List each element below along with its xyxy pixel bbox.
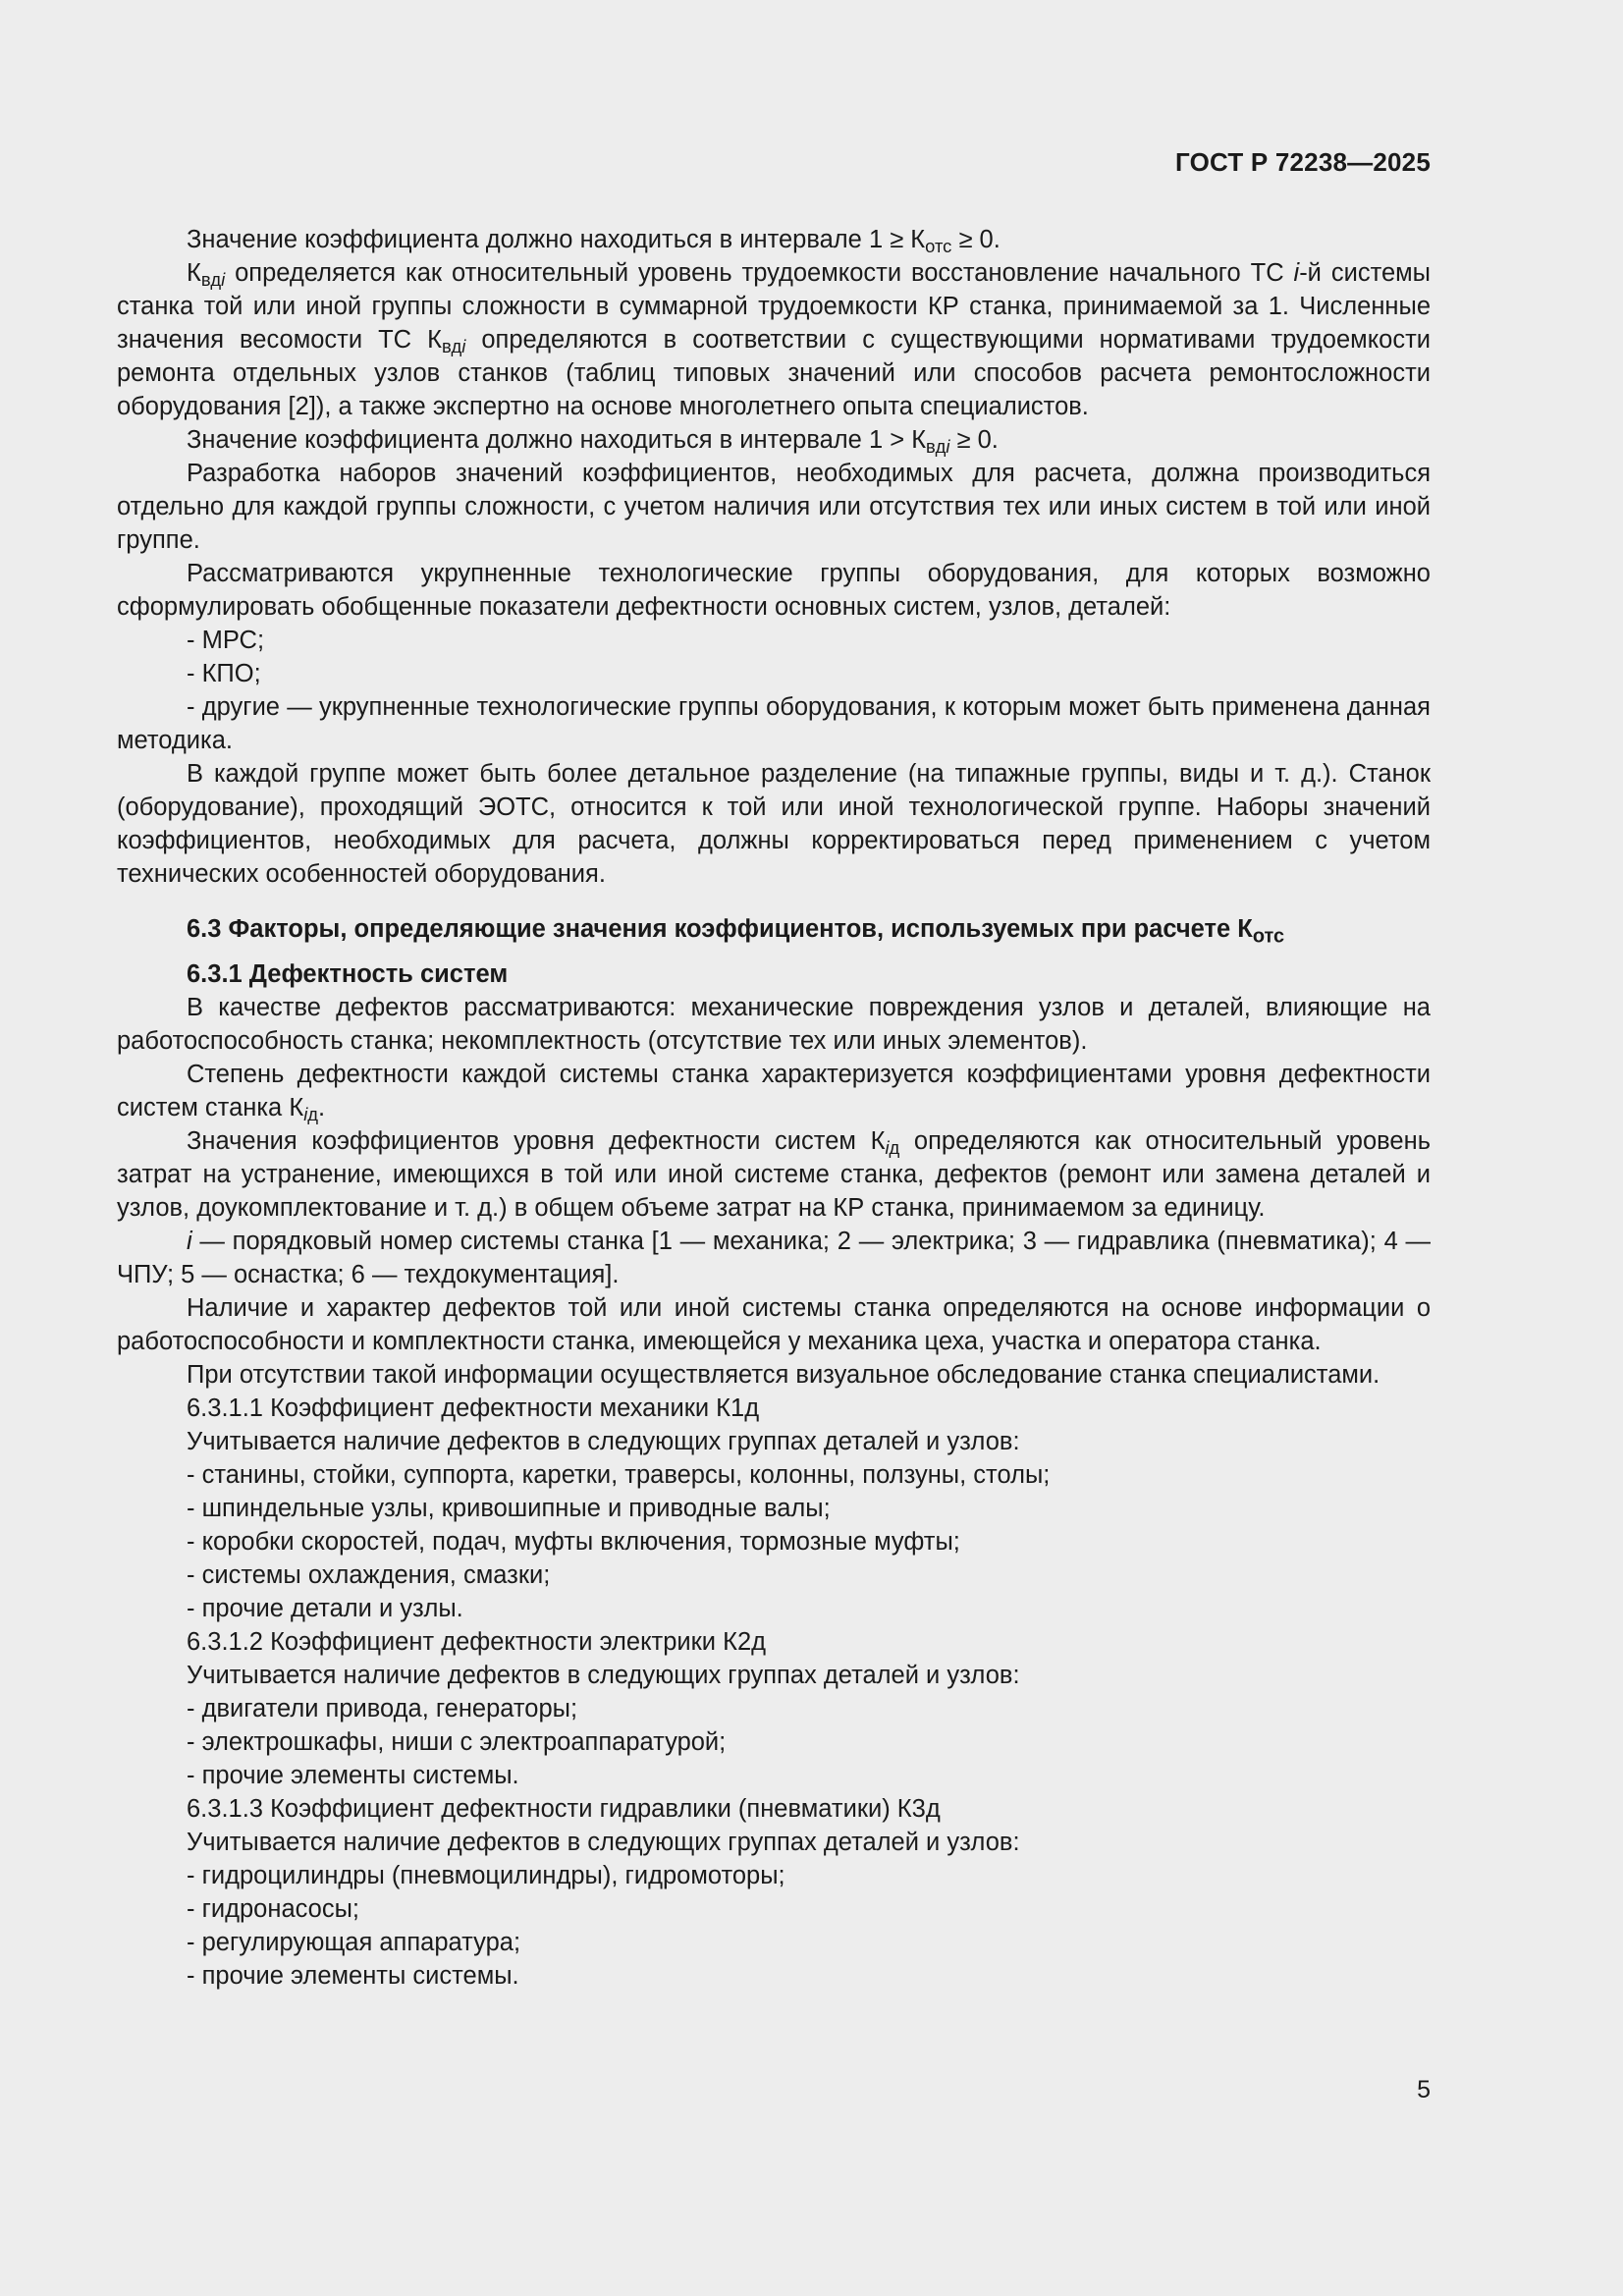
- list-item: - станины, стойки, суппорта, каретки, траверсы, колонны, ползуны, столы;: [187, 1461, 1051, 1489]
- paragraph: Разработка наборов значений коэффициентов, необходимых для расчета, должна производиться отдельно для каждой группы сложности, с учетом наличия или отсутствия тех или иных систем в той или иной группе.: [117, 460, 1431, 554]
- list-item: - прочие элементы системы.: [187, 1762, 519, 1789]
- paragraph: Значение коэффициента должно находиться в интервале $1 \ge К_{отс} \ge 0$.: [187, 226, 1001, 257]
- list-item: - прочие детали и узлы.: [187, 1595, 463, 1622]
- paragraph: Значения коэффициентов уровня дефектности систем $К_{iд}$ определяются как относительный уровень затрат на устранение, имеющихся в той или иной системе станка, дефектов (ремонт или замена деталей и узлов, доукомплектование и т. д.) в общем объеме затрат на КР станка, принимаемом за единицу.: [117, 1127, 1431, 1222]
- page-number: 5: [1417, 2076, 1431, 2104]
- list-item: - гидроцилиндры (пневмоцилиндры), гидромоторы;: [187, 1862, 785, 1889]
- list-item: - регулирующая аппаратура;: [187, 1929, 521, 1956]
- list-item: - электрошкафы, ниши с электроаппаратурой;: [187, 1728, 727, 1756]
- paragraph: Наличие и характер дефектов той или иной системы станка определяются на основе информации о работоспособности и комплектности станка, имеющейся у механика цеха, участка и оператора станка.: [117, 1294, 1431, 1355]
- paragraph: В каждой группе может быть более детальное разделение (на типажные группы, виды и т. д.). Станок (оборудование), проходящий ЭОТС, относится к той или иной технологической группе. Наборы значений коэффициентов, необходимых для расчета, должны корректироваться перед применением с учетом технических особенностей оборудования.: [117, 760, 1431, 888]
- paragraph: Степень дефектности каждой системы станка характеризуется коэффициентами уровня дефектности систем станка $К_{iд}$.: [117, 1061, 1431, 1125]
- paragraph: i — порядковый номер системы станка [1 — механика; 2 — электрика; 3 — гидравлика (пневматика); 4 — ЧПУ; 5 — оснастка; 6 — техдокументация].: [117, 1228, 1431, 1288]
- document-body: [117, 223, 1431, 1993]
- document-page: [117, 0, 1431, 2296]
- list-item: - КПО;: [187, 660, 261, 687]
- document-header: ГОСТ Р 72238—2025: [1175, 147, 1431, 177]
- list-item: - гидронасосы;: [187, 1895, 360, 1923]
- clause-heading: 6.3.1.1 Коэффициент дефектности механики К1д: [187, 1394, 760, 1422]
- clause-heading: 6.3.1.3 Коэффициент дефектности гидравлики (пневматики) К3д: [187, 1795, 941, 1823]
- clause-heading: 6.3.1.2 Коэффициент дефектности электрики К2д: [187, 1628, 767, 1656]
- list-item: - коробки скоростей, подач, муфты включения, тормозные муфты;: [187, 1528, 960, 1556]
- paragraph: $К_{вдi}$ определяется как относительный уровень трудоемкости восстановление начального ТС i-й системы станка той или иной группы сложности в суммарной трудоемкости КР станка, принимаемой за 1. Численные значения весомости ТС $К_{вдi}$ определяются в соответствии с существующими нормативами трудоемкости ремонта отдельных узлов станков (таблиц типовых значений или способов расчета ремонтосложности оборудования [2]), а также экспертно на основе многолетнего опыта специалистов.: [117, 259, 1432, 420]
- list-item: - МРС;: [187, 627, 265, 654]
- paragraph: Учитывается наличие дефектов в следующих группах деталей и узлов:: [187, 1428, 1020, 1455]
- paragraph: Рассматриваются укрупненные технологические группы оборудования, для которых возможно сформулировать обобщенные показатели дефектности основных систем, узлов, деталей:: [117, 560, 1431, 621]
- paragraph: Учитывается наличие дефектов в следующих группах деталей и узлов:: [187, 1662, 1020, 1689]
- paragraph: В качестве дефектов рассматриваются: механические повреждения узлов и деталей, влияющие на работоспособность станка; некомплектность (отсутствие тех или иных элементов).: [117, 994, 1431, 1055]
- paragraph: Значение коэффициента должно находиться в интервале $1 > К_{вдi} \ge 0$.: [187, 426, 999, 458]
- paragraph: Учитывается наличие дефектов в следующих группах деталей и узлов:: [187, 1829, 1020, 1856]
- list-item: - другие — укрупненные технологические группы оборудования, к которым может быть применена данная методика.: [117, 693, 1431, 754]
- paragraph: При отсутствии такой информации осуществляется визуальное обследование станка специалистами.: [187, 1361, 1380, 1389]
- list-item: - системы охлаждения, смазки;: [187, 1561, 551, 1589]
- list-item: - шпиндельные узлы, кривошипные и приводные валы;: [187, 1495, 831, 1522]
- list-item: - двигатели привода, генераторы;: [187, 1695, 578, 1722]
- section-heading: 6.3 Факторы, определяющие значения коэффициентов, используемых при расчете $К_{отс}$: [187, 915, 1285, 948]
- list-item: - прочие элементы системы.: [187, 1962, 519, 1990]
- subsection-heading: 6.3.1 Дефектность систем: [187, 960, 509, 988]
